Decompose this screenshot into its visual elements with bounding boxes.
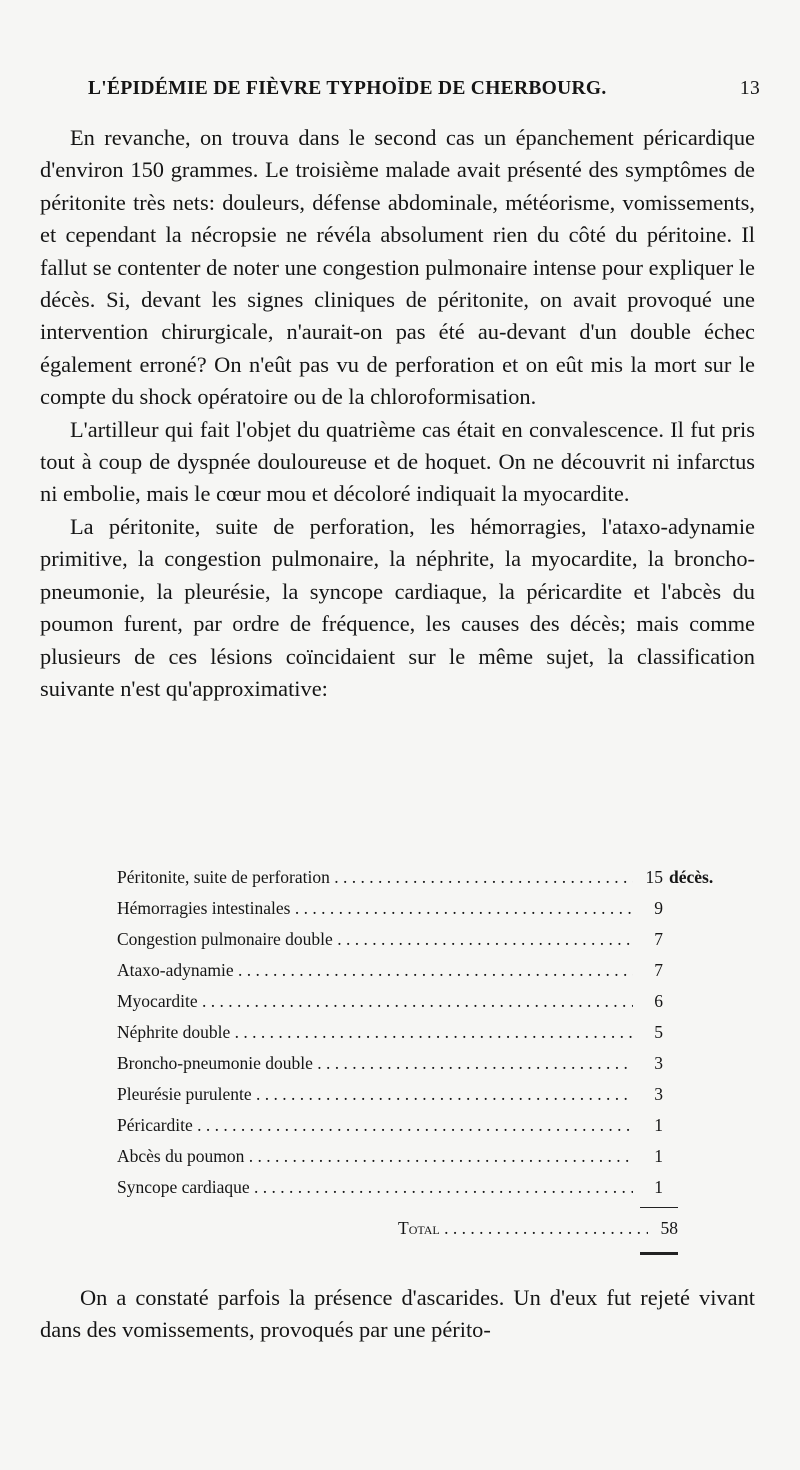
- row-label: Congestion pulmonaire double . . .: [117, 924, 633, 955]
- paragraph: La péritonite, suite de perforation, les hémorragies, l'ataxo-adynamie primitive, la congestion pulmonaire, la néphrite, la myocardite, la broncho-pneumonie, la pleurésie, la syncope cardiaque, la péricardite et l'abcès du poumon furent, par ordre de fréquence, les causes des décès; mais comme plusieurs de ces lésions coïncidaient sur le même sujet, la classification suivante n'est qu'approximative:: [40, 513, 755, 701]
- row-value: 1: [654, 1177, 663, 1197]
- running-header: [88, 78, 760, 100]
- row-value: 1: [654, 1115, 663, 1135]
- row-label: Ataxo-adynamie . . .: [117, 955, 633, 986]
- row-value: 7: [654, 929, 663, 949]
- row-label: Péricardite . . .: [117, 1110, 633, 1141]
- row-value: 6: [654, 991, 663, 1011]
- closing-text: [40, 1282, 755, 1347]
- row-unit: décès.: [669, 867, 714, 887]
- row-value: 3: [654, 1053, 663, 1073]
- row-value: 9: [654, 898, 663, 918]
- table-row: [117, 1079, 741, 1110]
- total-value: 58: [660, 1218, 678, 1238]
- table-row: [117, 1141, 741, 1172]
- paragraph: L'artilleur qui fait l'objet du quatrième cas était en convalescence. Il fut pris tout à coup de dyspnée douloureuse et de hoquet. On ne découvrit ni infarctus ni embolie, mais le cœur mou et décoloré indiquait la myocardite.: [40, 416, 755, 507]
- table-row: [117, 924, 741, 955]
- row-label: Hémorragies intestinales . . .: [117, 893, 633, 924]
- row-label: Néphrite double . . .: [117, 1017, 633, 1048]
- total-label: Total . . .: [398, 1213, 648, 1243]
- closing-rule: [640, 1252, 678, 1255]
- paragraph: On a constaté parfois la présence d'ascarides. Un d'eux fut rejeté vivant dans des vomissements, provoqués par une périto-: [40, 1285, 755, 1343]
- row-value: 3: [654, 1084, 663, 1104]
- row-value: 5: [654, 1022, 663, 1042]
- table-row: [117, 893, 741, 924]
- row-label: Syncope cardiaque . . .: [117, 1172, 633, 1203]
- row-label: Péritonite, suite de perforation . . .: [117, 862, 633, 893]
- table-row: [117, 1110, 741, 1141]
- row-value: 1: [654, 1146, 663, 1166]
- causes-of-death-table: [117, 862, 741, 1203]
- table-row: [117, 986, 741, 1017]
- table-row: [117, 1048, 741, 1079]
- row-label: Broncho-pneumonie double . . .: [117, 1048, 633, 1079]
- table-row: [117, 1172, 741, 1203]
- row-label: Pleurésie purulente . . .: [117, 1079, 633, 1110]
- sum-rule: [640, 1207, 678, 1208]
- page-number: 13: [739, 78, 760, 99]
- paragraph: En revanche, on trouva dans le second cas un épanchement péricardique d'environ 150 grammes. Le troisième malade avait présenté des symptômes de péritonite très nets: douleurs, défense abdominale, météorisme, vomissements, et cependant la nécropsie ne révéla absolument rien du côté du péritoine. Il fallut se contenter de noter une congestion pulmonaire intense pour expliquer le décès. Si, devant les signes cliniques de péritonite, on avait provoqué une intervention chirurgicale, n'aurait-on pas été au-devant d'un double échec également erroné? On n'eût pas vu de perforation et on eût mis la mort sur le compte du shock opératoire ou de la chloroformisation.: [40, 125, 755, 410]
- table-total-row: [398, 1213, 678, 1243]
- table-row: [117, 862, 741, 893]
- row-label: Myocardite . . .: [117, 986, 633, 1017]
- row-label: Abcès du poumon . . .: [117, 1141, 633, 1172]
- table-row: [117, 1017, 741, 1048]
- header-title: L'ÉPIDÉMIE DE FIÈVRE TYPHOÏDE DE CHERBOURG.: [88, 78, 607, 99]
- body-text: [40, 122, 755, 705]
- row-value: 7: [654, 960, 663, 980]
- row-value: 15: [645, 867, 663, 887]
- table-row: [117, 955, 741, 986]
